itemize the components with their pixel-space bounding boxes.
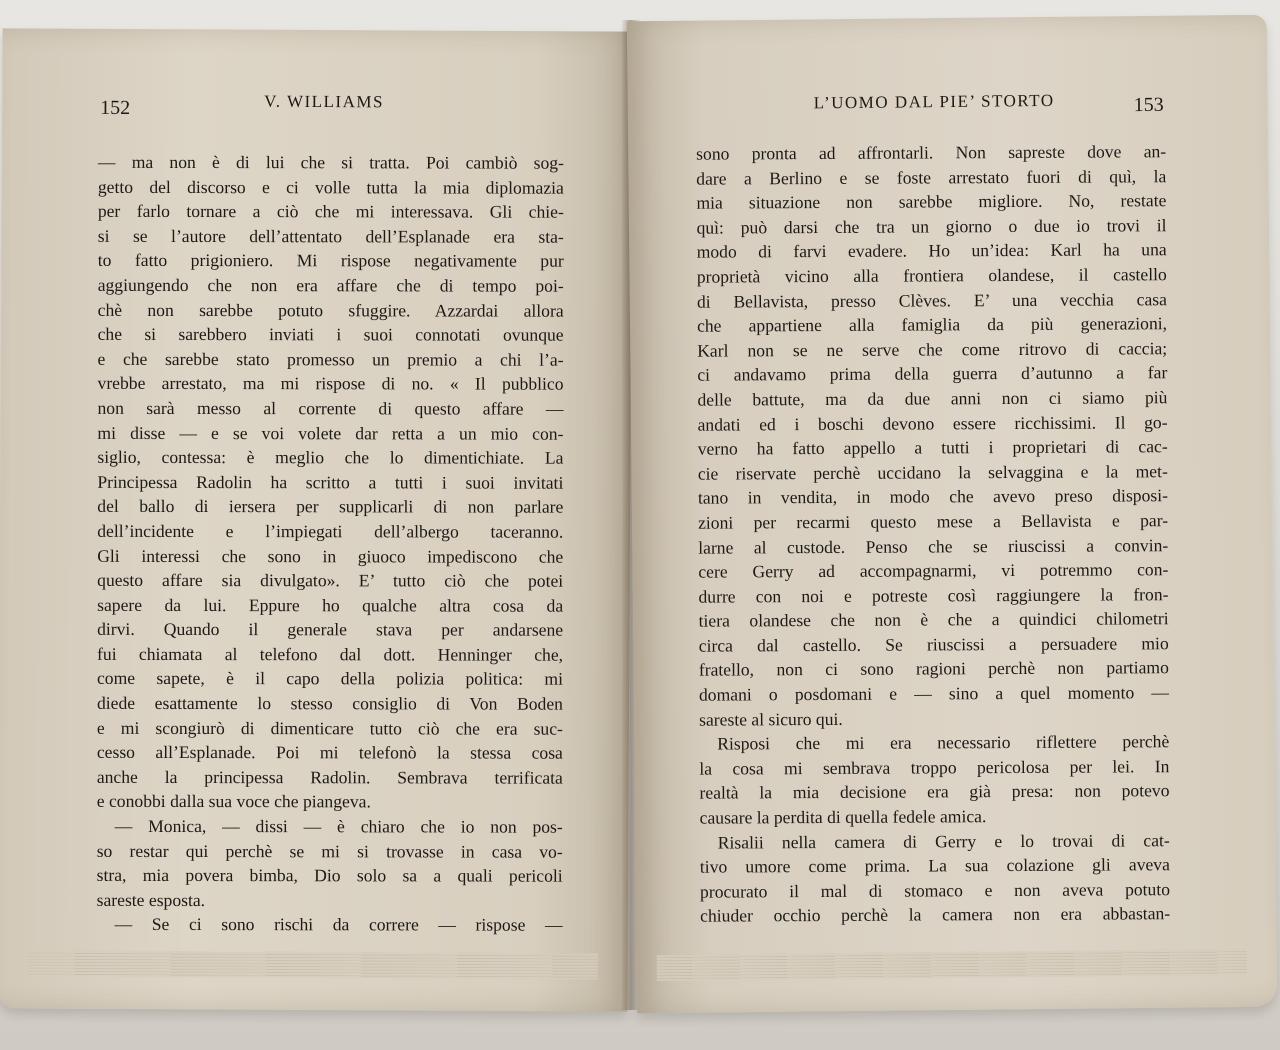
text-line: domani o posdomani e — sino a quel momento — bbox=[698, 682, 1170, 705]
text-line: sono pronta ad affrontarli. Non sapreste dove an- bbox=[696, 141, 1167, 164]
text-line: sareste esposta. bbox=[96, 889, 206, 910]
text-line: cesso all’Esplanade. Poi mi telefonò la stessa cosa bbox=[96, 742, 563, 763]
text-line: — Monica, — dissi — è chiaro che io non pos- bbox=[114, 815, 563, 837]
text-line: per farlo tornare a ciò che mi interessava. Gli chie- bbox=[97, 201, 564, 222]
text-line: come sapete, è il capo della polizia politica: mi bbox=[96, 668, 564, 690]
text-line: mi disse — e se voi volete dar retta a un mio con- bbox=[97, 422, 564, 444]
text-line: circa dal castello. Se riuscissi a persuadere mio bbox=[698, 633, 1169, 656]
text-line: di Bellavista, presso Clèves. E’ una vecchia casa bbox=[696, 288, 1167, 312]
text-line: e conobbi dalla sua voce che piangeva. bbox=[96, 791, 371, 812]
text-line: e che sarebbe stato promesso un premio a chi l’a- bbox=[97, 348, 564, 370]
text-line: e mi scongiurò di dimenticare tutto ciò che era suc- bbox=[96, 717, 563, 739]
text-line: dell’incidente e l’impiegati dell’albergo taceranno. bbox=[97, 520, 564, 542]
text-line: Karl non se ne serve che come ritrovo di caccia; bbox=[697, 337, 1168, 361]
text-line: dare a Berlino e se foste arrestato fuori di quì, la bbox=[696, 165, 1167, 189]
text-line: modo di farvi evadere. Ho un’idea: Karl ha una bbox=[696, 239, 1167, 263]
text-line: siglio, contessa: è meglio che lo dimentichiate. La bbox=[97, 446, 564, 468]
text-line: questo affare sia divulgato». E’ tutto ciò che potei bbox=[97, 569, 564, 591]
text-line: tivo umore come prima. La sua colazione gli aveva bbox=[699, 854, 1170, 877]
left-page-text bbox=[97, 150, 564, 938]
left-running-head: V. WILLIAMS bbox=[264, 91, 385, 112]
text-line: stra, mia povera bimba, Dio solo sa a quali pericoli bbox=[96, 865, 563, 886]
text-line: del ballo di iersera per supplicarli di non parlare bbox=[97, 496, 564, 517]
text-line: — ma non è di lui che si tratta. Poi cambiò sog- bbox=[97, 151, 564, 173]
text-line: aggiungendo che non era affare che di tempo poi- bbox=[97, 274, 564, 296]
text-line: fratello, non ci sono ragioni perchè non partiamo bbox=[698, 657, 1169, 681]
text-line: Risposi che mi era necessario riflettere perchè bbox=[717, 731, 1170, 754]
text-line: andati ed i boschi devono essere ricchissimi. Il go- bbox=[697, 411, 1168, 435]
text-line: durre con noi e potreste così raggiungere la fron- bbox=[698, 583, 1169, 607]
text-line: sareste al sicuro qui. bbox=[699, 708, 843, 730]
text-line: vrebbe arrestato, ma mi rispose di no. « Il pubblico bbox=[97, 373, 564, 395]
text-line: — Se ci sono rischi da correre — rispose — bbox=[114, 914, 563, 936]
text-line: proprietà vicino alla frontiera olandese, il castello bbox=[696, 264, 1167, 287]
text-line: realtà la mia decisione era già presa: non potevo bbox=[699, 780, 1170, 804]
text-line: che appartiene alla famiglia da più generazioni, bbox=[696, 313, 1168, 336]
text-line: la cosa mi sembrava troppo pericolosa per lei. In bbox=[699, 756, 1170, 779]
text-line: fui chiamata al telefono dal dott. Henninger che, bbox=[97, 643, 564, 665]
text-line: che si sarebbero inviati i suoi connotati ovunque bbox=[97, 324, 564, 345]
text-line: dirvi. Quando il generale stava per andarsene bbox=[97, 619, 564, 640]
text-line: si se l’autore dell’attentato dell’Esplanade era sta- bbox=[97, 225, 564, 247]
text-line: Risalii nella camera di Gerry e lo trovai di cat- bbox=[717, 829, 1170, 853]
right-page-text bbox=[696, 139, 1170, 928]
right-page-number: 153 bbox=[1133, 93, 1164, 117]
text-line: procurato il mal di stomaco e non aveva potuto bbox=[699, 879, 1171, 902]
text-line: cere Gerry ad accompagnarmi, vi potremmo con- bbox=[698, 559, 1169, 582]
text-line: mia situazione non sarebbe migliore. No, restate bbox=[696, 190, 1167, 213]
text-line: zioni per recarmi questo mese a Bellavista e par- bbox=[698, 510, 1169, 533]
left-page-number: 152 bbox=[100, 96, 131, 120]
text-line: cie riservate perchè uccidano la selvaggina e la met- bbox=[697, 460, 1168, 484]
text-line: chè non sarebbe potuto sfuggire. Azzardai allora bbox=[97, 299, 564, 321]
text-line: non sarà messo al corrente di questo affare — bbox=[97, 397, 564, 419]
text-line: anche la principessa Radolin. Sembrava terrificata bbox=[96, 766, 563, 788]
text-line: chiuder occhio perchè la camera non era abbastan- bbox=[700, 903, 1171, 927]
text-line: ci andavamo prima della guerra d’autunno a far bbox=[697, 362, 1168, 385]
text-line: verno ha fatto appello a tutti i proprietari di cac- bbox=[697, 436, 1168, 459]
right-running-head: L’UOMO DAL PIE’ STORTO bbox=[813, 90, 1055, 113]
text-line: diede esattamente lo stesso consiglio di Von Boden bbox=[96, 692, 563, 714]
right-page bbox=[627, 15, 1277, 1014]
text-line: causare la perdita di quella fedele amica. bbox=[699, 806, 987, 828]
text-line: Principessa Radolin ha scritto a tutti i suoi invitati bbox=[97, 471, 564, 493]
text-line: delle battute, ma da due anni non ci siamo più bbox=[697, 387, 1168, 410]
text-line: to fatto prigioniero. Mi rispose negativamente pur bbox=[97, 250, 564, 272]
text-line: so restar qui perchè se mi si trovasse in casa vo- bbox=[96, 840, 563, 862]
text-line: sapere da lui. Eppure ho qualche altra cosa da bbox=[97, 594, 564, 616]
page-edges bbox=[657, 949, 1247, 981]
left-page bbox=[0, 28, 633, 1011]
page-edges bbox=[28, 951, 598, 980]
text-line: Gli interessi che sono in giuoco impediscono che bbox=[97, 545, 564, 567]
text-line: quì: può darsi che tra un giorno o due io trovi il bbox=[696, 214, 1167, 238]
text-line: larne al custode. Penso che se riuscissi a convin- bbox=[698, 534, 1169, 558]
text-line: getto del discorso e ci volle tutta la mia diplomazia bbox=[97, 176, 564, 198]
text-line: tiera olandese che non è che a quindici chilometri bbox=[698, 608, 1169, 631]
text-line: tano in vendita, in modo che avevo preso disposi- bbox=[697, 485, 1168, 508]
